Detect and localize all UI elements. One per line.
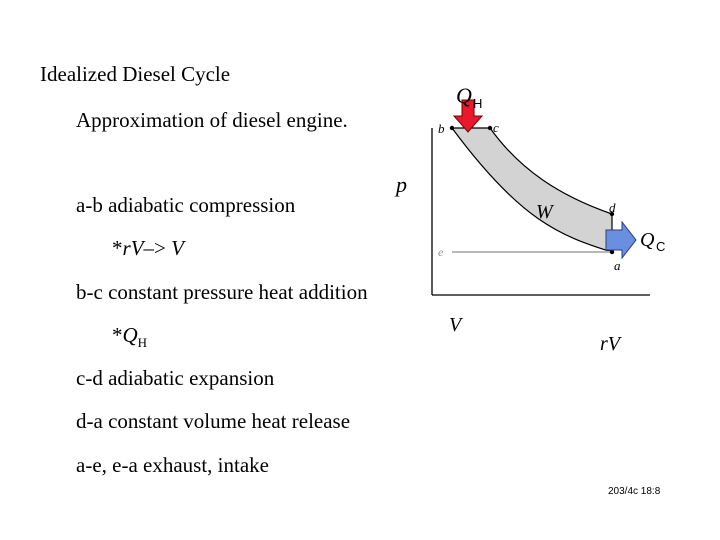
p-axis-label: p (396, 172, 407, 197)
process-cd: c-d adiabatic expansion (76, 366, 275, 390)
point-c-label: c (493, 120, 499, 135)
point-b-label: b (438, 121, 445, 136)
qh-note-q: Q (122, 323, 138, 347)
process-ae: a-e, e-a exhaust, intake (76, 453, 269, 477)
process-bc: b-c constant pressure heat addition (76, 280, 368, 304)
rv-v: V (607, 333, 621, 355)
qh-label-q: Q (456, 83, 472, 108)
cycle-area (452, 128, 612, 252)
qh-note-sub: H (137, 335, 148, 351)
qh-label-sub: H (473, 96, 483, 111)
process-ab: a-b adiabatic compression (76, 193, 296, 217)
note-v2: V (171, 236, 184, 260)
rv-r: r (600, 333, 608, 355)
slide-subtitle: Approximation of diesel engine. (76, 108, 348, 132)
point-b-dot (450, 126, 454, 130)
point-a-label: a (614, 258, 621, 273)
note-arrow: –> (143, 236, 172, 260)
process-da: d-a constant volume heat release (76, 409, 351, 433)
note-prefix: * (112, 236, 123, 260)
note-r: r (122, 236, 131, 260)
qh-note-prefix: * (112, 323, 123, 347)
slide-footer: 203/4c 18:8 (608, 486, 661, 497)
note-v1: V (130, 236, 144, 260)
qc-label-sub: C (656, 239, 666, 254)
point-e-label: e (438, 245, 444, 259)
slide-title: Idealized Diesel Cycle (40, 62, 231, 86)
rv-axis-label (600, 333, 623, 355)
v-axis-label: V (449, 314, 462, 336)
work-label: W (536, 201, 553, 223)
point-d-label: d (609, 200, 616, 215)
point-c-dot (488, 126, 492, 130)
qc-label-q: Q (640, 229, 655, 251)
